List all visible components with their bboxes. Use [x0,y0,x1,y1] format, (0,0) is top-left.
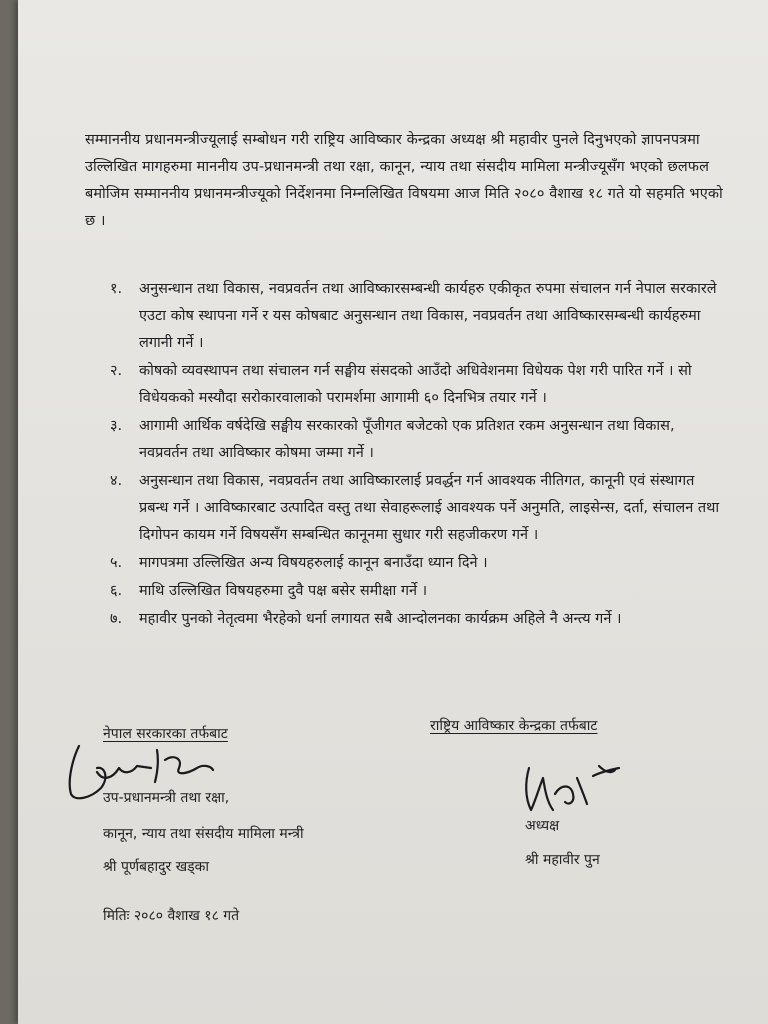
item-number: ३. [110,418,123,434]
item-text: आगामी आर्थिक वर्षदेखि सङ्घीय सरकारको पूँजीगत बजेटको एक प्रतिशत रकम अनुसन्धान तथा विकास, नवप्रवर्तन तथा आविष्कार कोषमा जम्मा गर्ने । [139,418,675,461]
innovation-centre-signature [515,758,625,820]
list-item [110,413,720,467]
innovation-centre-title: अध्यक्ष [525,818,560,834]
item-text: कोषको व्यवस्थापन तथा संचालन गर्न सङ्घीय संसदको आउँदो अधिवेशनमा विधेयक पेश गरी पारित गर्ने । सो विधेयकको मस्यौदा सरोकारवालाको परामर्शमा आगामी ६० दिनभित्र तयार गर्ने । [139,363,692,406]
government-signatory-name: श्री पूर्णबहादुर खड्का [103,859,210,875]
agreement-list [110,276,720,634]
government-heading: नेपाल सरकारका तर्फबाट [103,726,228,742]
intro-paragraph: सम्माननीय प्रधानमन्त्रीज्यूलाई सम्बोधन गरी राष्ट्रिय आविष्कार केन्द्रका अध्यक्ष श्री महावीर पुनले दिनुभएको ज्ञापनपत्रमा उल्लिखित मागहरुमा माननीय उप-प्रधानमन्त्री तथा रक्षा, कानून, न्याय तथा संसदीय मामिला मन्त्रीज्यूसँग भएको छलफल बमोजिम सम्माननीय प्रधानमन्त्रीज्यूको निर्देशनमा निम्नलिखित विषयमा आज मिति २०८० वैशाख १८ गते यो सहमति भएको छ । [85,132,723,229]
government-title-line2: कानून, न्याय तथा संसदीय मामिला मन्त्री [103,826,304,842]
item-number: २. [110,363,123,379]
agreement-date: मितिः २०८० वैशाख १८ गते [103,908,240,924]
item-text: मागपत्रमा उल्लिखित अन्य विषयहरुलाई कानून बनाउँदा ध्यान दिने । [139,555,488,571]
item-number: ५. [110,555,123,571]
item-number: ४. [110,473,123,489]
item-text: माथि उल्लिखित विषयहरुमा दुवै पक्ष बसेर समीक्षा गर्ने । [139,583,428,599]
item-number: ७. [110,611,123,627]
list-item [110,606,720,633]
government-title-line1: उप-प्रधानमन्त्री तथा रक्षा, [103,790,230,806]
list-item [110,468,720,549]
list-item [110,550,720,577]
innovation-centre-signatory-name: श्री महावीर पुन [525,852,600,868]
list-item [110,578,720,605]
item-number: १. [110,281,123,297]
item-text: अनुसन्धान तथा विकास, नवप्रवर्तन तथा आविष्कारलाई प्रवर्द्धन गर्न आवश्यक नीतिगत, कानूनी एवं संस्थागत प्रबन्ध गर्ने । आविष्कारबाट उत्पादित वस्तु तथा सेवाहरूलाई आवश्यक पर्ने अनुमति, लाइसेन्स, दर्ता, संचालन तथा दिगोपन कायम गर्ने विषयसँग सम्बन्धित कानूनमा सुधार गरी सहजीकरण गर्ने । [139,473,720,543]
innovation-centre-heading: राष्ट्रिय आविष्कार केन्द्रका तर्फबाट [430,718,598,734]
item-text: अनुसन्धान तथा विकास, नवप्रवर्तन तथा आविष्कारसम्बन्धी कार्यहरु एकीकृत रुपमा संचालन गर्न नेपाल सरकारले एउटा कोष स्थापना गर्ने र यस कोषबाट अनुसन्धान तथा विकास, नवप्रवर्तन तथा आविष्कारसम्बन्धी कार्यहरुमा लगानी गर्ने । [139,281,717,351]
list-item [110,276,720,357]
list-item [110,358,720,412]
document-page [18,0,768,1024]
item-text: महावीर पुनको नेतृत्वमा भैरहेको धर्ना लगायत सबै आन्दोलनका कार्यक्रम अहिले नै अन्त्य गर्ने । [139,611,622,627]
item-number: ६. [110,583,123,599]
